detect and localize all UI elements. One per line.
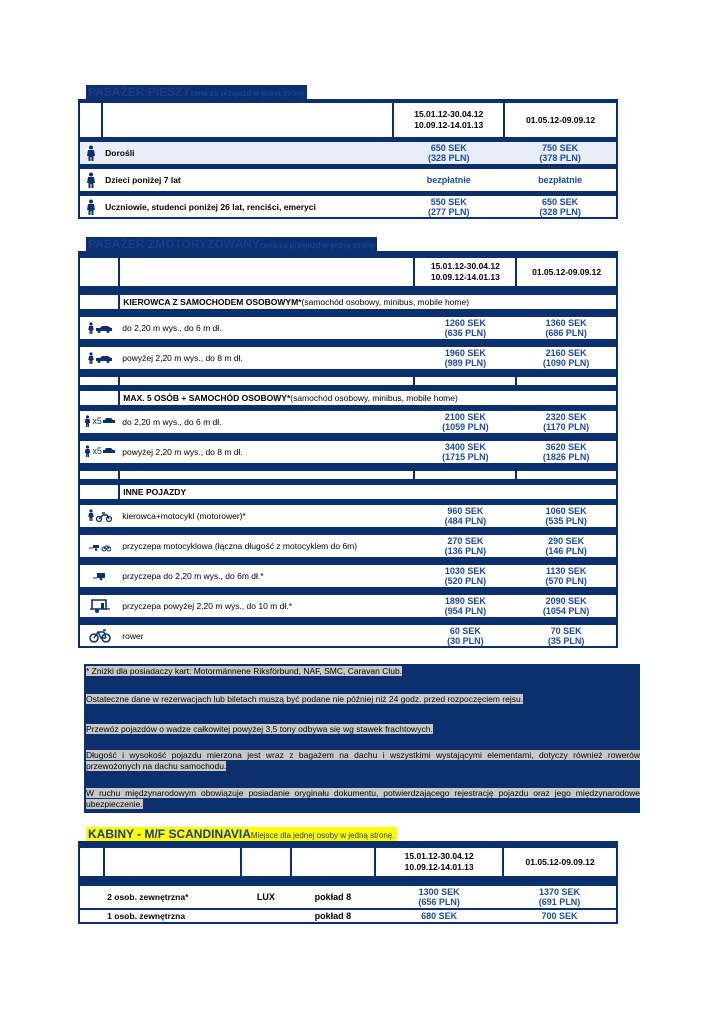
- pieszy-table: [78, 99, 618, 219]
- period1-line2: 10.09.12-14.01.13: [414, 120, 484, 130]
- price-cell: 680 SEK: [375, 910, 503, 923]
- period1-header: [393, 103, 504, 137]
- group-header-row: [79, 295, 617, 309]
- group1-title: KIEROWCA Z SAMOCHODEM OSOBOWYM*: [123, 297, 302, 307]
- group1-note: (samochód osobowy, minibus, mobile home): [301, 297, 470, 307]
- row-label: przyczepa motocyklowa (łączna długość z motocyklem do 6m): [119, 535, 414, 557]
- price-sek: 70 SEK: [550, 625, 582, 636]
- price-sek: 1370 SEK: [539, 887, 581, 897]
- table-row: [79, 535, 617, 557]
- period1-header: [375, 848, 503, 876]
- cabin-class: LUX: [241, 886, 290, 908]
- period2-header: 01.05.12-09.09.12: [516, 258, 617, 286]
- section-zmotoryzowany-title: PASAŻER ZMOTORYZOWANY: [88, 237, 260, 251]
- price-cell: [414, 625, 516, 647]
- period1-line1: 15.01.12-30.04.12: [414, 109, 484, 119]
- price-pln: (686 PLN): [545, 328, 587, 338]
- row-label: Uczniowie, studenci poniżej 26 lat, renciści, emeryci: [102, 196, 393, 218]
- price-sek: 270 SEK: [447, 536, 484, 546]
- table-row: [79, 169, 617, 191]
- row-label: Dorośli: [102, 142, 393, 164]
- price-pln: (1059 PLN): [442, 422, 489, 432]
- cabin-class: [241, 910, 290, 923]
- price-cell: [503, 886, 617, 908]
- table-row: [79, 910, 617, 923]
- price-sek: 2320 SEK: [545, 412, 587, 422]
- price-sek: 960 SEK: [447, 506, 484, 516]
- row-label: powyżej 2,20 m wys., do 8 m dł.: [119, 441, 414, 463]
- row-label: rower: [119, 625, 414, 647]
- group-title: [119, 391, 617, 405]
- price-pln: (656 PLN): [418, 897, 460, 907]
- notes-list: [86, 666, 640, 816]
- spacer-row: [79, 377, 617, 385]
- price-cell: [516, 347, 617, 369]
- pedestrian-icon: [79, 142, 102, 164]
- price-sek: 3620 SEK: [545, 442, 587, 452]
- price-pln: (520 PLN): [444, 576, 487, 586]
- cabin-deck: pokład 8: [291, 910, 376, 923]
- price-cell: [516, 505, 617, 527]
- pieszy-header-row: [79, 103, 617, 137]
- price-sek: 650 SEK: [430, 143, 467, 153]
- price-cell: [414, 411, 516, 433]
- price-cell: [414, 595, 516, 617]
- price-pln: (989 PLN): [444, 358, 487, 368]
- price-cell: 700 SEK: [503, 910, 617, 923]
- motorcycle-icon: [79, 505, 119, 527]
- price-cell: [516, 625, 617, 647]
- group3-title: INNE POJAZDY: [119, 485, 617, 499]
- price-pln: (328 PLN): [539, 206, 581, 217]
- price-pln: (1054 PLN): [542, 606, 590, 616]
- price-cell: [414, 505, 516, 527]
- price-sek: 2160 SEK: [545, 348, 587, 358]
- price-pln: (535 PLN): [545, 516, 587, 526]
- five-persons-car-icon: [79, 441, 119, 463]
- period2-header: 01.05.12-09.09.12: [504, 103, 617, 137]
- bicycle-icon: [79, 625, 119, 647]
- table-row: [79, 886, 617, 908]
- price-cell: [414, 347, 516, 369]
- group-header-row: [79, 485, 617, 499]
- period1-line1: 15.01.12-30.04.12: [430, 261, 500, 271]
- note-item: Długość i wysokość pojazdu mierzona jest wraz z bagażem na dachu i wszystkimi wystającymi elementami, dotyczy również rowerów przewożonych na dachu samochodu.: [86, 750, 640, 771]
- row-label: Dzieci poniżej 7 lat: [102, 169, 393, 191]
- price-pln: (1715 PLN): [442, 452, 489, 462]
- kabiny-table: [78, 841, 618, 924]
- table-row: [79, 595, 617, 617]
- pedestrian-icon: [79, 169, 102, 191]
- price-pln: (328 PLN): [427, 153, 470, 163]
- price-sek: 1890 SEK: [444, 596, 486, 606]
- period1-header: [414, 258, 516, 286]
- row-label: do 2,20 m wys., do 6 m dł.: [119, 317, 414, 339]
- spacer-row: [79, 471, 617, 479]
- group2-note: (samochód osobowy, minibus, mobile home): [290, 393, 458, 403]
- price-cell: bezpłatnie: [393, 169, 504, 191]
- group-title: [119, 295, 617, 309]
- table-row: [79, 142, 617, 164]
- table-row: [79, 565, 617, 587]
- price-sek: 1030 SEK: [444, 566, 486, 576]
- period1-line1: 15.01.12-30.04.12: [404, 851, 474, 861]
- cabin-label: 1 osob. zewnętrzna: [104, 910, 241, 923]
- section-kabiny-title: KABINY - M/F SCANDINAVIA: [88, 827, 251, 841]
- price-pln: (35 PLN): [547, 635, 585, 646]
- group-header-row: [79, 391, 617, 405]
- row-label: do 2,20 m wys., do 6 m dł.: [119, 411, 414, 433]
- price-cell: [414, 535, 516, 557]
- row-label: kierowca+motocykl (motorower)*: [119, 505, 414, 527]
- price-pln: (484 PLN): [444, 516, 487, 526]
- price-sek: 650 SEK: [542, 196, 579, 207]
- table-row: [79, 441, 617, 463]
- section-kabiny-header: [86, 827, 397, 841]
- section-zmotoryzowany-header: [86, 237, 377, 251]
- section-pieszy-subtitle: cena za przejazd w jedną stronę: [190, 89, 306, 98]
- price-sek: 1060 SEK: [545, 506, 587, 516]
- price-cell: [516, 595, 617, 617]
- cabin-deck: pokład 8: [291, 886, 376, 908]
- section-pieszy-title: PASAŻER PIESZY: [88, 85, 191, 99]
- price-cell: [414, 317, 516, 339]
- price-sek: 1130 SEK: [545, 566, 587, 576]
- section-pieszy-header: [86, 85, 307, 99]
- note-item: Ostateczne dane w rezerwacjach lub biletach muszą być podane nie później niż 24 godz. przed rozpoczęciem rejsu.: [86, 694, 524, 704]
- period1-line2: 10.09.12-14.01.13: [430, 272, 500, 282]
- zmot-header-row: [79, 258, 617, 286]
- price-pln: (1170 PLN): [543, 422, 590, 432]
- price-cell: [375, 886, 503, 908]
- price-sek: 3400 SEK: [444, 442, 486, 452]
- price-sek: 750 SEK: [542, 143, 579, 153]
- price-cell: [393, 142, 504, 164]
- row-label: powyżej 2,20 m wys., do 8 m dł.: [119, 347, 414, 369]
- person-car-icon: [79, 347, 119, 369]
- x5-label: x5: [92, 415, 102, 426]
- five-persons-car-icon: [79, 411, 119, 433]
- person-car-icon: [79, 317, 119, 339]
- price-sek: 60 SEK: [449, 625, 481, 636]
- kabiny-header-row: [79, 848, 617, 876]
- price-cell: [504, 142, 617, 164]
- caravan-icon: [79, 595, 119, 617]
- price-sek: 2100 SEK: [444, 412, 486, 422]
- table-row: [79, 505, 617, 527]
- price-sek: 550 SEK: [430, 196, 467, 207]
- price-pln: (636 PLN): [444, 328, 487, 338]
- cabin-label: 2 osob. zewnętrzna*: [104, 886, 241, 908]
- price-cell: [516, 565, 617, 587]
- price-cell: [516, 317, 617, 339]
- trailer-icon: [79, 565, 119, 587]
- zmotoryzowany-table: [78, 251, 618, 648]
- price-sek: 1960 SEK: [444, 348, 486, 358]
- price-sek: 1360 SEK: [545, 318, 587, 328]
- price-sek: 290 SEK: [548, 536, 585, 546]
- group2-title: MAX. 5 OSÓB + SAMOCHÓD OSOBOWY*: [123, 393, 291, 403]
- price-sek: 2090 SEK: [545, 596, 587, 606]
- price-cell: [516, 411, 617, 433]
- section-zmotoryzowany-subtitle: cena za przejazd w jedną stronę: [259, 241, 375, 250]
- note-item: W ruchu międzynarodowym obowiązuje posiadanie oryginału dokumentu, potwierdzającego rejestrację pojazdu oraz jego międzynarodowe ubezpieczenie.: [86, 788, 640, 809]
- table-row: [79, 411, 617, 433]
- price-pln: (1090 PLN): [542, 358, 590, 368]
- motorcycle-trailer-icon: [79, 535, 119, 557]
- table-row: [79, 317, 617, 339]
- price-cell: [414, 565, 516, 587]
- period1-line2: 10.09.12-14.01.13: [404, 862, 474, 872]
- table-row: [79, 625, 617, 647]
- price-pln: (570 PLN): [545, 576, 587, 586]
- price-pln: (136 PLN): [444, 546, 487, 556]
- table-row: [79, 347, 617, 369]
- x5-label: x5: [92, 445, 102, 456]
- note-item: * Zniżki dla posiadaczy kart: Motormännene Riksförbund, NAF, SMC, Caravan Club.: [86, 666, 403, 676]
- section-kabiny-subtitle: Miejsce dla jednej osoby w jedną stronę.: [250, 831, 395, 840]
- period2-header: 01.05.12-09.09.12: [503, 848, 617, 876]
- price-pln: (691 PLN): [538, 897, 581, 907]
- price-pln: (954 PLN): [444, 606, 487, 616]
- price-cell: [414, 441, 516, 463]
- price-pln: (378 PLN): [539, 153, 581, 163]
- price-cell: [393, 196, 504, 218]
- price-cell: [516, 535, 617, 557]
- row-label: przyczepa powyżej 2,20 m wys., do 10 m dł.*: [119, 595, 414, 617]
- price-sek: 1260 SEK: [444, 318, 486, 328]
- price-cell: [504, 196, 617, 218]
- price-pln: (146 PLN): [545, 546, 587, 556]
- price-cell: bezpłatnie: [504, 169, 617, 191]
- table-row: [79, 196, 617, 218]
- note-item: Przewóz pojazdów o wadze całkowitej powyżej 3,5 tony odbywa się wg stawek frachtowych.: [86, 724, 433, 734]
- pedestrian-icon: [79, 196, 102, 218]
- price-pln: (1826 PLN): [542, 452, 590, 462]
- price-sek: 1300 SEK: [418, 887, 460, 897]
- row-label: przyczepa do 2,20 m wys., do 6m dł.*: [119, 565, 414, 587]
- price-pln: (30 PLN): [447, 635, 484, 646]
- price-cell: [516, 441, 617, 463]
- price-pln: (277 PLN): [427, 206, 470, 217]
